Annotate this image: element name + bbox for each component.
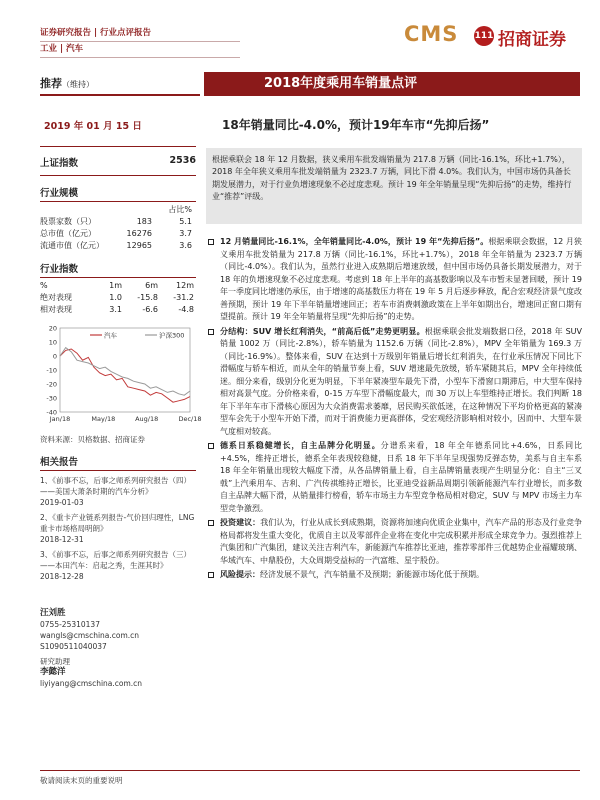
square-bullet-icon — [208, 572, 214, 578]
industry-row — [40, 216, 196, 228]
performance-cell: -6.6 — [142, 305, 158, 314]
bullet-paragraph — [206, 569, 582, 582]
y-tick-label: -20 — [46, 380, 57, 389]
performance-cell: -4.8 — [178, 305, 194, 314]
chart-frame — [60, 328, 190, 412]
related-reports — [40, 475, 196, 582]
index-value: 2536 — [169, 155, 196, 166]
industry-row-value: 12965 — [126, 241, 152, 250]
company-logo — [374, 22, 574, 52]
industry-scale-head: 行业规模 — [40, 182, 196, 202]
bullet-text: 我们认为，行业从成长到成熟期，资源将加速向优质企业集中，汽车产品的形态及行业竞争格局都将发生重大变化，优质自主以及零部件企业将在变化中完成积累并形成全球竞争力。强烈推荐上汽集团和广汽集团，建议关注吉利汽车，新能源汽车推荐比亚迪，推荐零部件三优越势企业福耀玻璃、华域汽车、中鼎股份，大众周期受益标的一汽富维、星宇股份。 — [220, 518, 583, 565]
y-tick-label: 20 — [48, 324, 57, 333]
performance-row — [40, 304, 196, 316]
industry-col-header: 占比% — [168, 205, 192, 214]
square-bullet-icon — [208, 443, 214, 449]
index-chart — [40, 322, 202, 432]
related-report-date: 2018-12-28 — [40, 572, 84, 581]
industry-row-label: 总市值（亿元） — [40, 229, 96, 238]
x-tick-label: Aug/18 — [135, 415, 159, 423]
analyst-1-cert: S1090511040037 — [40, 642, 107, 651]
logo-text-cn: 招商证券 — [498, 30, 566, 50]
index-chart-svg — [40, 322, 202, 432]
square-bullet-icon — [208, 239, 214, 245]
bullet-heading: 12 月销量同比-16.1%，全年销量同比-4.0%，预计 19 年“先抑后扬”。 — [220, 237, 489, 246]
footer-note: 敬请阅读末页的重要说明 — [40, 770, 580, 786]
index-row — [40, 146, 196, 176]
y-tick-label: -40 — [46, 408, 57, 417]
performance-cell: 1.0 — [109, 293, 122, 302]
performance-col-header: % — [40, 281, 48, 290]
legend-label: 沪深300 — [159, 331, 185, 340]
y-tick-label: 10 — [48, 338, 57, 347]
bullet-heading: 投资建议： — [220, 518, 261, 527]
report-body — [206, 236, 582, 584]
industry-row — [40, 228, 196, 240]
logo-badge-icon: 111 — [474, 26, 494, 46]
rating-label: 推荐 — [40, 77, 62, 90]
bullet-heading: 分结构：SUV 增长红利消失，“前高后低”走势更明显。 — [220, 326, 425, 336]
performance-header-row — [40, 280, 196, 292]
bullet-text: 经济发展不景气，汽车销量不及预期；新能源市场化低于预期。 — [260, 570, 484, 579]
y-tick-label: -10 — [46, 366, 57, 375]
analyst-1 — [40, 608, 196, 689]
analyst-2-role: 研究助理 — [40, 657, 70, 666]
analyst-2-name: 李懿洋 — [40, 667, 66, 677]
related-reports-head: 相关报告 — [40, 451, 196, 471]
performance-col-header: 6m — [145, 281, 158, 290]
report-date: 2019 年 01 月 15 日 — [44, 121, 142, 132]
sidebar — [40, 146, 202, 770]
related-report-item — [40, 512, 196, 545]
rating-sub: （维持） — [62, 80, 94, 89]
index-label: 上证指数 — [40, 158, 79, 169]
y-tick-label: 0 — [52, 352, 57, 361]
bullet-paragraph — [206, 326, 582, 439]
industry-index-head: 行业指数 — [40, 258, 196, 278]
bullet-heading: 风险提示： — [220, 570, 260, 579]
title-bar — [40, 72, 580, 96]
header-tags — [40, 26, 240, 58]
y-tick-label: -30 — [46, 394, 57, 403]
industry-row-value: 16276 — [126, 229, 152, 238]
series-line — [60, 349, 190, 402]
industry-row-share: 3.7 — [179, 229, 192, 238]
x-tick-label: Jan/18 — [49, 415, 71, 423]
bullet-text: 根据乘联会批发端数据口径，2018 年 SUV 销量 1002 万（同比-2.8%），轿车销量为 1152.6 万辆（同比-2.8%），MPV 全年销量为 169.3 万（同比-16.9%）。整体来看，SUV 在达到十万级别年销量后增长红利消失，在行业承压情况下同比下滑幅度与轿车相近，而从全年的销量节奏上看，SUV 增速最先放缓，轿车紧随其后，MPV 全年持续低迷。细分来看，级别分化更为明显，下半年紧凑型车最先下滑，小型车下滑窗口期滞后，中大型车保持相对高景气度。分价格来看，0-15 万车型下滑幅度最大，而 30 万以上车型维持正增长。我们判断 18 年下半年车市下滑核心原因为大众消费需求萎靡，居民购买欲低迷，在这种情况下平均价格更高的紧凑型车会先于小型车开始下滑，而对于消费能力更高群体，受宏观经济影响相对较小，因而中、大型车景气度相对较高。 — [220, 326, 583, 436]
bullet-heading: 德系日系稳健增长，自主品牌分化明显。 — [220, 441, 381, 450]
related-report-text: 3、《前事不忘，后事之师系列研究报告（三）——本田汽车：启起之秀，生涯其时》 — [40, 550, 192, 570]
performance-row-label: 相对表现 — [40, 305, 72, 314]
related-report-item — [40, 549, 196, 582]
analyst-1-email[interactable]: wangls@cmschina.com.cn — [40, 631, 140, 640]
industry-row-share: 5.1 — [179, 217, 192, 226]
bullet-paragraph — [206, 236, 582, 324]
report-subtitle: 18年销量同比-4.0%，预计19年车市“先抑后扬” — [222, 118, 490, 132]
industry-row-share: 3.6 — [179, 241, 192, 250]
industry-row-label: 流通市值（亿元） — [40, 241, 104, 250]
analyst-2-email[interactable]: liyiyang@cmschina.com.cn — [40, 679, 143, 688]
report-type-tag: 证券研究报告 | 行业点评报告 — [40, 26, 240, 42]
industry-row-label: 股票家数（只） — [40, 217, 96, 226]
performance-table — [40, 280, 196, 316]
related-report-item — [40, 475, 196, 508]
performance-col-header: 12m — [176, 281, 194, 290]
related-report-date: 2019-01-03 — [40, 498, 84, 507]
performance-cell: -31.2 — [173, 293, 194, 302]
chart-source: 资料来源：贝格数据、招商证券 — [40, 435, 145, 444]
analyst-1-phone: 0755-25310137 — [40, 620, 100, 629]
bullet-text: 根据乘联会数据，12 月狭义乘用车批发销量为 217.8 万辆（同比-16.1%，环比+1.7%），2018 年全年销量为 2323.7 万辆（同比-4.0%）。我们认为，虽然行业进入成熟期后增速放缓，但中国市场仍具备长期发展潜力，对于 18 年的负增速现象不必过度悲观。考虑到 18 年上半年的高基数影响以及车市暂未显著回暖，预计 19 年一季度同比增速仍承压，由于增速的高基数压力将在 19 年 5 月后逐步释放，配合宏观经济景气度改善预期，预计 19 年下半年销量增速回正；若车市消费刺激政策在上半年如期出台，增速回正窗口期有望提前。预计 19 年全年销量将呈现“先抑后扬”的走势。 — [220, 237, 582, 321]
series-line — [60, 348, 190, 396]
industry-row-value: 183 — [136, 217, 152, 226]
report-title: 2018年度乘用车销量点评 — [204, 72, 580, 96]
performance-row-label: 绝对表现 — [40, 293, 72, 302]
industry-tag: 工业 | 汽车 — [40, 42, 240, 58]
related-report-text: 1、《前事不忘，后事之师系列研究报告（四）——美国大萧条时期的汽车分析》 — [40, 476, 192, 496]
performance-cell: 3.1 — [109, 305, 122, 314]
square-bullet-icon — [208, 520, 214, 526]
related-report-text: 2、《重卡产业链系列报告-气价回归理性，LNG 重卡市场格局明朗》 — [40, 513, 195, 533]
bullet-text: 分谱系来看，18 年全年德系同比+4.6%，日系同比+4.5%，维持正增长，德系全年表现较稳健，日系 18 年下半年呈现强势反弹态势，美系与自主车系 18 年全年销量出现较大幅度下滑，从各品牌销量上看，自主品牌销量表现产生明显分化：自主“三叉戟”上汽乘用车、吉利、广汽传祺维持正增长，比亚迪受益新品周期引领新能源汽车行业增长，而多数自主品牌大幅下滑，从销量排行榜看，轿车市场主力车型竞争格局相对稳定，SUV 与 MPV 市场主力车型竞争激烈。 — [220, 441, 583, 513]
performance-col-header: 1m — [109, 281, 122, 290]
bullet-paragraph — [206, 517, 582, 567]
legend-label: 汽车 — [104, 331, 117, 340]
x-tick-label: May/18 — [91, 415, 116, 423]
x-tick-label: Dec/18 — [178, 415, 202, 423]
performance-cell: -15.8 — [137, 293, 158, 302]
industry-row — [40, 240, 196, 252]
logo-text-en: CMS — [404, 22, 459, 46]
analyst-1-name: 汪刘胜 — [40, 608, 66, 618]
summary-box: 根据乘联会 18 年 12 月数据，狭义乘用车批发端销量为 217.8 万辆（同比-16.1%，环比+1.7%），2018 年全年狭义乘用车批发端销量为 2323.7 万辆，同比下滑 4.0%。我们认为，中国市场仍具备长期发展潜力，对于行业负增速现象不必过度悲观。预计 19 年全年销量呈现“先抑后扬”的走势，维持行业“推荐”评级。 — [206, 148, 582, 224]
performance-row — [40, 292, 196, 304]
square-bullet-icon — [208, 329, 214, 335]
related-report-date: 2018-12-31 — [40, 535, 84, 544]
industry-table — [40, 216, 196, 252]
rating — [40, 72, 200, 96]
bullet-paragraph — [206, 440, 582, 515]
